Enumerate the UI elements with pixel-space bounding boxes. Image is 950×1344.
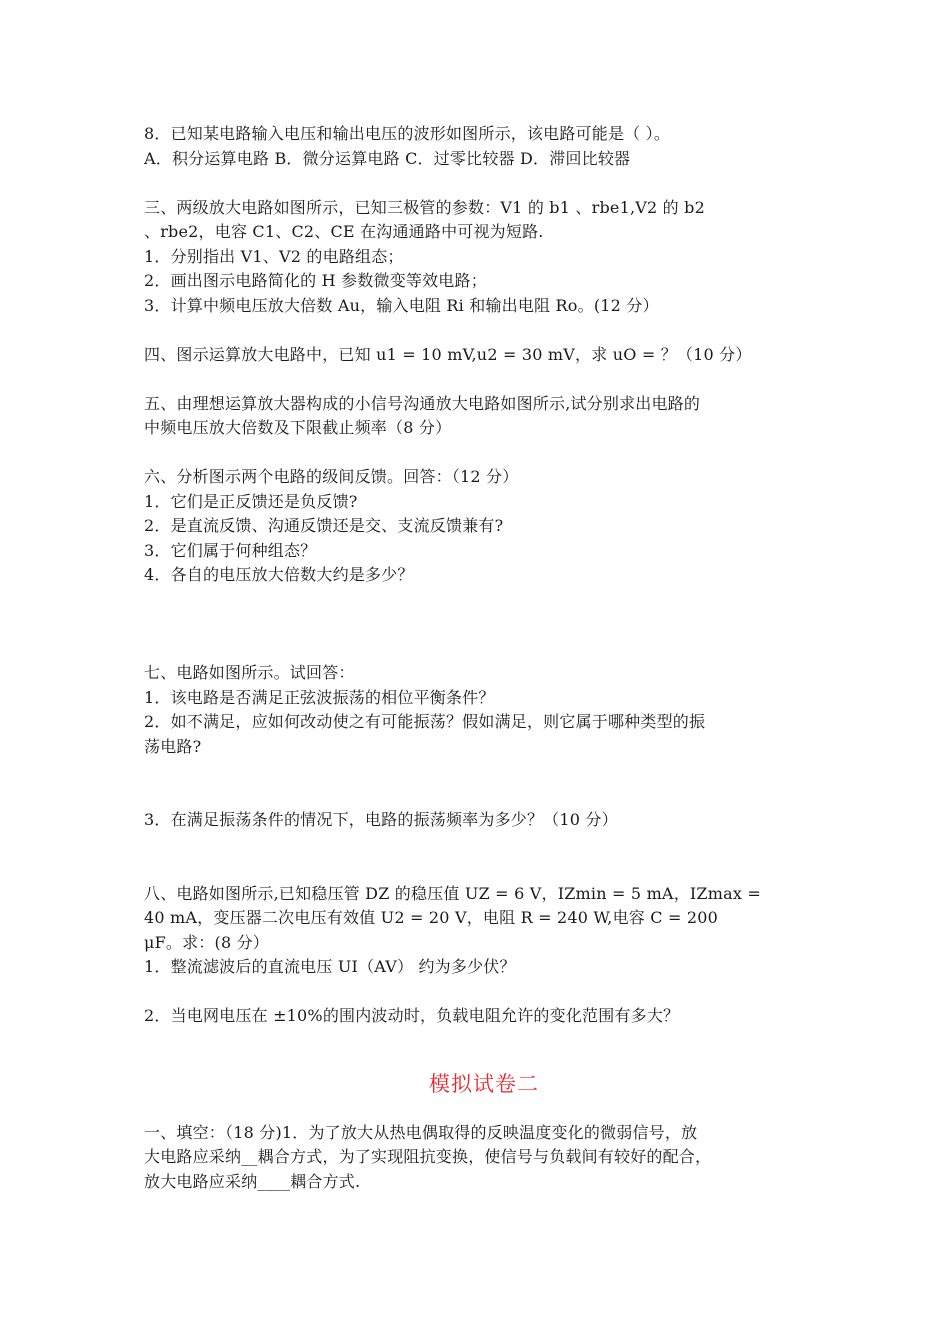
- q7-item-1: 1．该电路是否满足正弦波振荡的相位平衡条件？: [144, 687, 495, 707]
- document-page: [144, 122, 824, 1194]
- q3-line-2: 、rbe2，电容 C1、C2、CE 在沟通通路中可视为短路.: [144, 222, 544, 241]
- exam2-line-1: 一、填空：（18 分)1．为了放大从热电偶取得的反映温度变化的微弱信号，放: [144, 1122, 698, 1142]
- q6-line-1: 六、分析图示两个电路的级间反馈。回答：（12 分）: [144, 467, 519, 486]
- q7-item-3: 3．在满足振荡条件的情况下，电路的振荡频率为多少？（10 分）: [144, 810, 618, 829]
- q7-item-2b: 荡电路?: [144, 736, 202, 756]
- q6-item-2: 2．是直流反馈、沟通反馈还是交、支流反馈兼有?: [144, 516, 504, 535]
- q6-item-3: 3．它们属于何种组态？: [144, 540, 317, 560]
- exam2-line-2: 大电路应采纳__耦合方式，为了实现阻抗变换，使信号与负载间有较好的配合，: [144, 1147, 712, 1166]
- q8b-line-2: 40 mA，变压器二次电压有效值 U2 = 20 V，电阻 R = 240 W,电容 C = 200: [144, 908, 719, 927]
- q5-line-2: 中频电压放大倍数及下限截止频率（8 分）: [144, 418, 452, 437]
- q8b-line-1: 八、电路如图所示,已知稳压管 DZ 的稳压值 UZ = 6 V，IZmin = 5 mA，IZmax =: [144, 883, 761, 903]
- q8-line-1: 8．已知某电路输入电压和输出电压的波形如图所示，该电路可能是（ ）。: [144, 124, 671, 143]
- q3-item-1: 1．分别指出 V1、V2 的电路组态；: [144, 246, 404, 266]
- q5-line-1: 五、由理想运算放大器构成的小信号沟通放大电路如图所示,试分别求出电路的: [144, 393, 701, 413]
- q3-item-2: 2．画出图示电路简化的 H 参数微变等效电路；: [144, 271, 487, 290]
- q8b-item-2: 2．当电网电压在 ±10%的围内波动时，负载电阻允许的变化范围有多大？: [144, 1006, 680, 1025]
- q7-item-2a: 2．如不满足，应如何改动使之有可能振荡？假如满足，则它属于哪种类型的振: [144, 712, 706, 731]
- q8b-item-1: 1．整流滤波后的直流电压 UI（AV） 约为多少伏？: [144, 957, 516, 976]
- q3-item-3: 3．计算中频电压放大倍数 Au，输入电阻 Ri 和输出电阻 Ro。(12 分）: [144, 295, 659, 315]
- q6-item-4: 4．各自的电压放大倍数大约是多少？: [144, 565, 414, 584]
- q3-line-1: 三、两级放大电路如图所示，已知三极管的参数：V1 的 b1 、rbe1,V2 的 b2: [144, 197, 705, 217]
- q7-line-1: 七、电路如图所示。试回答：: [144, 663, 355, 682]
- exam2-line-3: 放大电路应采纳____耦合方式.: [144, 1171, 361, 1191]
- q8-options: A．积分运算电路 B．微分运算电路 C．过零比较器 D．滞回比较器: [144, 148, 631, 168]
- q4-line-1: 四、图示运算放大电路中，已知 u1 = 10 mV,u2 = 30 mV，求 uO = ？（10 分）: [144, 344, 752, 364]
- q8b-line-3: μF。求：(8 分）: [144, 932, 270, 952]
- q6-item-1: 1．它们是正反馈还是负反馈?: [144, 491, 358, 511]
- exam-2-title: 模拟试卷二: [429, 1071, 539, 1096]
